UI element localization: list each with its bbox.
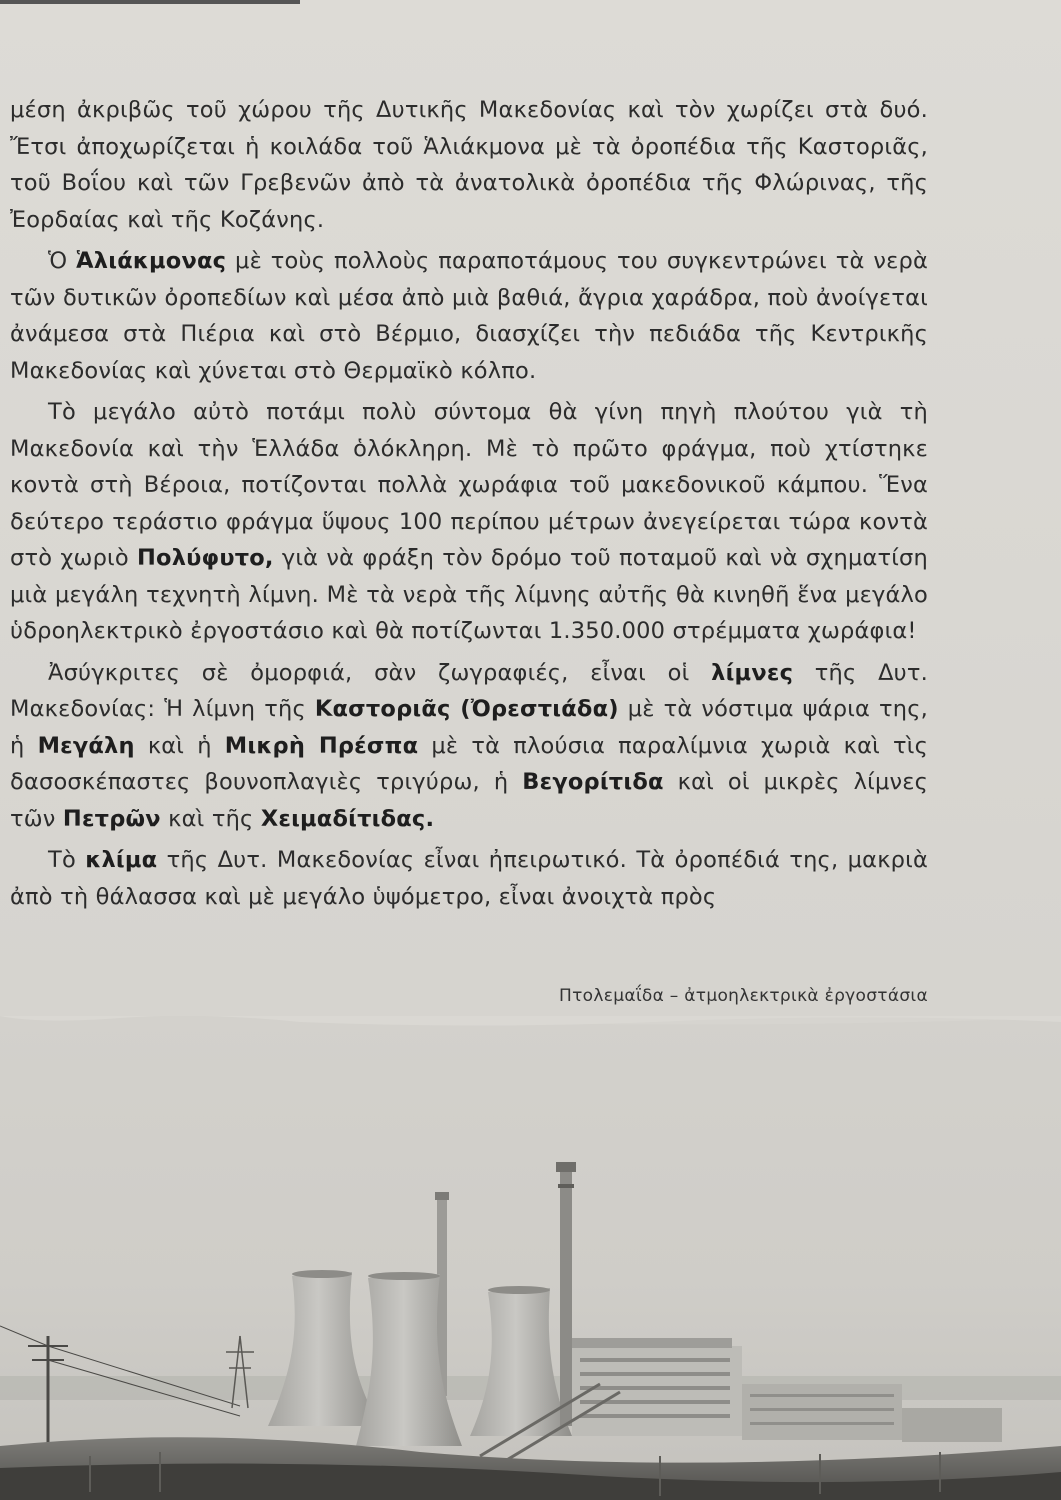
- text-run: τῆς Δυτ. Μακεδονίας: Ἡ λίμνη τῆς: [10, 659, 928, 722]
- text-run: Τὸ μεγάλο αὐτὸ ποτάμι πολὺ σύντομα θὰ γίνη πηγὴ πλούτου γιὰ τὴ Μακεδονία καὶ τὴν Ἑλλάδα ὁλόκληρη. Μὲ τὸ πρῶτο φράγμα, ποὺ χτίστηκε κοντὰ στὴ Βέροια, ποτίζονται πολλὰ χωράφια τοῦ μακεδονικοῦ κάμπου. Ἕνα δεύτερο τεράστιο φράγμα ὕψους 100 περίπου μέτρων ἀνεγείρεται τώρα κοντὰ στὸ χωριὸ: [10, 399, 928, 571]
- emphasized-term: Πολύφυτο,: [137, 545, 274, 571]
- text-run: γιὰ νὰ φράξη τὸν δρόμο τοῦ ποταμοῦ καὶ νὰ σχηματίση μιὰ μεγάλη τεχνητὴ λίμνη. Μὲ τὰ νερὰ τῆς λίμνης αὐτῆς θὰ κινηθῆ ἕνα μεγάλο ὑδροηλεκτρικὸ ἐργοστάσιο καὶ θὰ ποτίζωνται 1.350.000 στρέμματα χωράφια!: [10, 545, 928, 644]
- paragraph-1: [10, 92, 928, 238]
- paragraph-3: [10, 394, 928, 650]
- emphasized-term: κλίμα: [85, 847, 158, 873]
- power-station-illustration: [0, 1016, 1061, 1500]
- text-run: Ὁ: [48, 248, 77, 274]
- top-rule: [0, 0, 300, 4]
- emphasized-term: Ἁλιάκμονας: [76, 248, 227, 274]
- paragraph-4: [10, 655, 928, 838]
- text-run: Ἀσύγκριτες σὲ ὀμορφιά, σὰν ζωγραφιές, εἶναι οἱ: [48, 659, 712, 686]
- emphasized-term: Μικρὴ Πρέσπα: [224, 732, 419, 759]
- text-run: Τὸ: [48, 847, 86, 873]
- text-run: μὲ τοὺς πολλοὺς παραποτάμους του συγκεντρώνει τὰ νερὰ τῶν δυτικῶν ὀροπεδίων καὶ μέσα ἀπὸ μιὰ βαθιά, ἄγρια χαράδρα, ποὺ ἀνοίγεται ἀνάμεσα στὰ Πιέρια καὶ στὸ Βέρμιο, διασχίζει τὴν πεδιάδα τῆς Κεντρικῆς Μακεδονίας καὶ χύνεται στὸ Θερμαϊκὸ κόλπο.: [10, 248, 928, 384]
- emphasized-term: Βεγορίτιδα: [522, 769, 664, 795]
- photo-caption: Πτολεμαΐδα – ἀτμοηλεκτρικὰ ἐργοστάσια: [559, 986, 928, 1006]
- paragraph-5: [10, 842, 928, 915]
- text-run: καὶ ἡ: [134, 732, 225, 759]
- emphasized-term: Πετρῶν: [62, 805, 161, 832]
- body-text: [10, 92, 928, 920]
- emphasized-term: λίμνες: [711, 659, 794, 686]
- text-run: μὲ τὰ πλούσια παραλίμνια χωριὰ καὶ τὶς δασοσκέπαστες βουνοπλαγιὲς τριγύρω, ἡ: [10, 732, 928, 795]
- text-run: καὶ τῆς: [160, 805, 261, 832]
- emphasized-term: Καστοριᾶς (Ὀρεστιάδα): [314, 696, 619, 722]
- text-run: μέση ἀκριβῶς τοῦ χώρου τῆς Δυτικῆς Μακεδονίας καὶ τὸν χωρίζει στὰ δυό. Ἔτσι ἀποχωρίζεται ἡ κοιλάδα τοῦ Ἁλιάκμονα μὲ τὰ ὀροπέδια τῆς Καστοριᾶς, τοῦ Βοΐου καὶ τῶν Γρεβενῶν ἀπὸ τὰ ἀνατολικὰ ὀροπέδια τῆς Φλώρινας, τῆς Ἐορδαίας καὶ τῆς Κοζάνης.: [10, 97, 928, 233]
- text-run: καὶ οἱ μικρὲς λίμνες τῶν: [10, 769, 928, 832]
- emphasized-term: Μεγάλη: [37, 732, 135, 759]
- text-run: μὲ τὰ νόστιμα ψάρια της, ἡ: [10, 696, 928, 759]
- emphasized-term: Χειμαδίτιδας.: [260, 805, 435, 832]
- paragraph-2: [10, 243, 928, 389]
- text-run: τῆς Δυτ. Μακεδονίας εἶναι ἠπειρωτικό. Τὰ ὀροπέδιά της, μακριὰ ἀπὸ τὴ θάλασσα καὶ μὲ μεγάλο ὑψόμετρο, εἶναι ἀνοιχτὰ πρὸς: [10, 847, 928, 910]
- power-station-photo: [0, 1016, 1061, 1500]
